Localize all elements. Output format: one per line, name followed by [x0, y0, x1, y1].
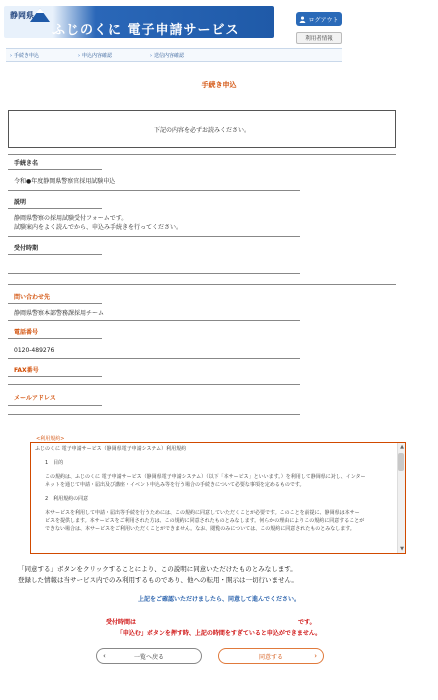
- value-underline: [8, 384, 300, 385]
- label-underline: [8, 254, 102, 255]
- procedure-name-value: 令和●年度静岡県警察官採用試験申込: [14, 178, 116, 185]
- user-icon: [299, 16, 306, 23]
- terms-section-2-body-3: できない場合は、本サービスをご利用いただくことができません。なお、閲覧のみについては、この規約に同意されたものとみなします。: [45, 526, 355, 532]
- notice-box: [8, 110, 396, 148]
- procedure-name-label: 手続き名: [14, 160, 39, 167]
- terms-section-2-body-1: 本サービスを利用して申請・届出等手続を行うためには、この規約に同意していただくことが必要です。このことを前提に、静岡県は本サー: [45, 510, 360, 516]
- step-2: › 申込内容確認: [78, 53, 113, 59]
- agree-explanation-2: 登録した情報は当サービス内でのみ利用するものであり、他への転用・開示は一切行いません。: [18, 576, 298, 584]
- step-3: › 送信内容確認: [150, 53, 185, 59]
- agree-button[interactable]: [218, 648, 324, 664]
- terms-section-2-title: 2 利用規約の同意: [45, 496, 89, 502]
- back-to-list-label: 一覧へ戻る: [133, 653, 164, 661]
- value-underline: [8, 414, 300, 415]
- chevron-right-icon: ›: [78, 53, 80, 59]
- label-underline: [8, 208, 102, 209]
- value-underline: [8, 273, 300, 274]
- prefecture-name: 静岡県: [10, 11, 34, 20]
- value-underline: [8, 358, 300, 359]
- mount-fuji-snowcap-icon: [36, 8, 44, 13]
- contact-value: 静岡県警察本部警務課採用チーム: [14, 310, 105, 317]
- scroll-down-icon[interactable]: ▼: [400, 546, 404, 552]
- user-info-button[interactable]: 利用者情報: [296, 32, 342, 44]
- phone-value: 0120-489276: [14, 347, 55, 354]
- email-label: メールアドレス: [14, 395, 56, 402]
- agree-explanation-1: 「同意する」ボタンをクリックすることにより、この説明に同意いただけたものとみなします。: [18, 565, 297, 573]
- scroll-up-icon[interactable]: ▲: [400, 444, 404, 450]
- deadline-label: 受付時間は: [106, 619, 137, 626]
- header: [0, 0, 438, 46]
- terms-scroll-box[interactable]: [30, 442, 406, 554]
- label-underline: [8, 338, 102, 339]
- terms-section-1-title: 1 目的: [45, 460, 64, 466]
- terms-section-1-body-1: この規約は、ふじのくに 電子申請サービス（静岡県電子申請システム）（以下「本サービス」といいます。）を利用して静岡県に対し、インター: [45, 474, 366, 480]
- reception-period-label: 受付時期: [14, 245, 39, 252]
- confirm-instruction: 上記をご確認いただけましたら、同意して進んでください。: [137, 596, 300, 603]
- chevron-left-icon: ‹: [103, 652, 106, 660]
- value-underline: [8, 190, 300, 191]
- terms-section-1-body-2: ネットを通じて申請・届出及び講座・イベント申込み等を行う場合の手続きについて必要な事項を定めるものです。: [45, 482, 305, 488]
- logout-button[interactable]: [296, 12, 342, 26]
- description-line-1: 静岡県警察の採用試験受付フォームです。: [14, 215, 128, 222]
- terms-content: [35, 445, 393, 539]
- terms-scrollbar[interactable]: [397, 443, 405, 553]
- page-title: 手続き申込: [201, 81, 237, 89]
- label-underline: [8, 405, 102, 406]
- step-1: › 手続き申込: [10, 53, 40, 59]
- back-to-list-button[interactable]: [96, 648, 202, 664]
- divider: [8, 154, 396, 155]
- description-label: 説明: [14, 199, 27, 206]
- value-underline: [8, 320, 300, 321]
- description-line-2: 試験案内をよく読んでから、申込み手続きを行ってください。: [14, 224, 183, 231]
- site-banner[interactable]: [4, 6, 274, 38]
- contact-label: 問い合わせ先: [14, 294, 51, 301]
- site-title: ふじのくに 電子申請サービス: [52, 23, 240, 38]
- phone-label: 電話番号: [14, 329, 39, 336]
- terms-heading: ふじのくに 電子申請サービス（静岡県電子申請システム）利用規約: [35, 446, 187, 452]
- deadline-suffix: です。: [298, 619, 316, 626]
- logout-button-label: ログアウト: [308, 16, 339, 24]
- agree-button-label: 同意する: [258, 653, 283, 661]
- divider: [8, 284, 396, 285]
- chevron-right-icon: ›: [10, 53, 12, 59]
- terms-tag: <利用規約>: [36, 436, 65, 442]
- label-underline: [8, 303, 102, 304]
- label-underline: [8, 169, 102, 170]
- deadline-warning: 「申込む」ボタンを押す時、上記の時間をすぎていると申込ができません。: [116, 630, 322, 637]
- scrollbar-thumb[interactable]: [398, 453, 404, 471]
- chevron-right-icon: ›: [314, 652, 317, 660]
- label-underline: [8, 376, 102, 377]
- notice-text: 下記の内容を必ずお読みください。: [153, 126, 250, 134]
- step-progress-bar: [6, 48, 342, 62]
- value-underline: [8, 236, 300, 237]
- fax-label: FAX番号: [14, 367, 39, 374]
- terms-section-2-body-2: ビスを提供します。本サービスをご利用された方は、この規約に同意されたものとみなします。何らかの理由によりこの規約に同意することが: [45, 518, 365, 524]
- chevron-right-icon: ›: [150, 53, 152, 59]
